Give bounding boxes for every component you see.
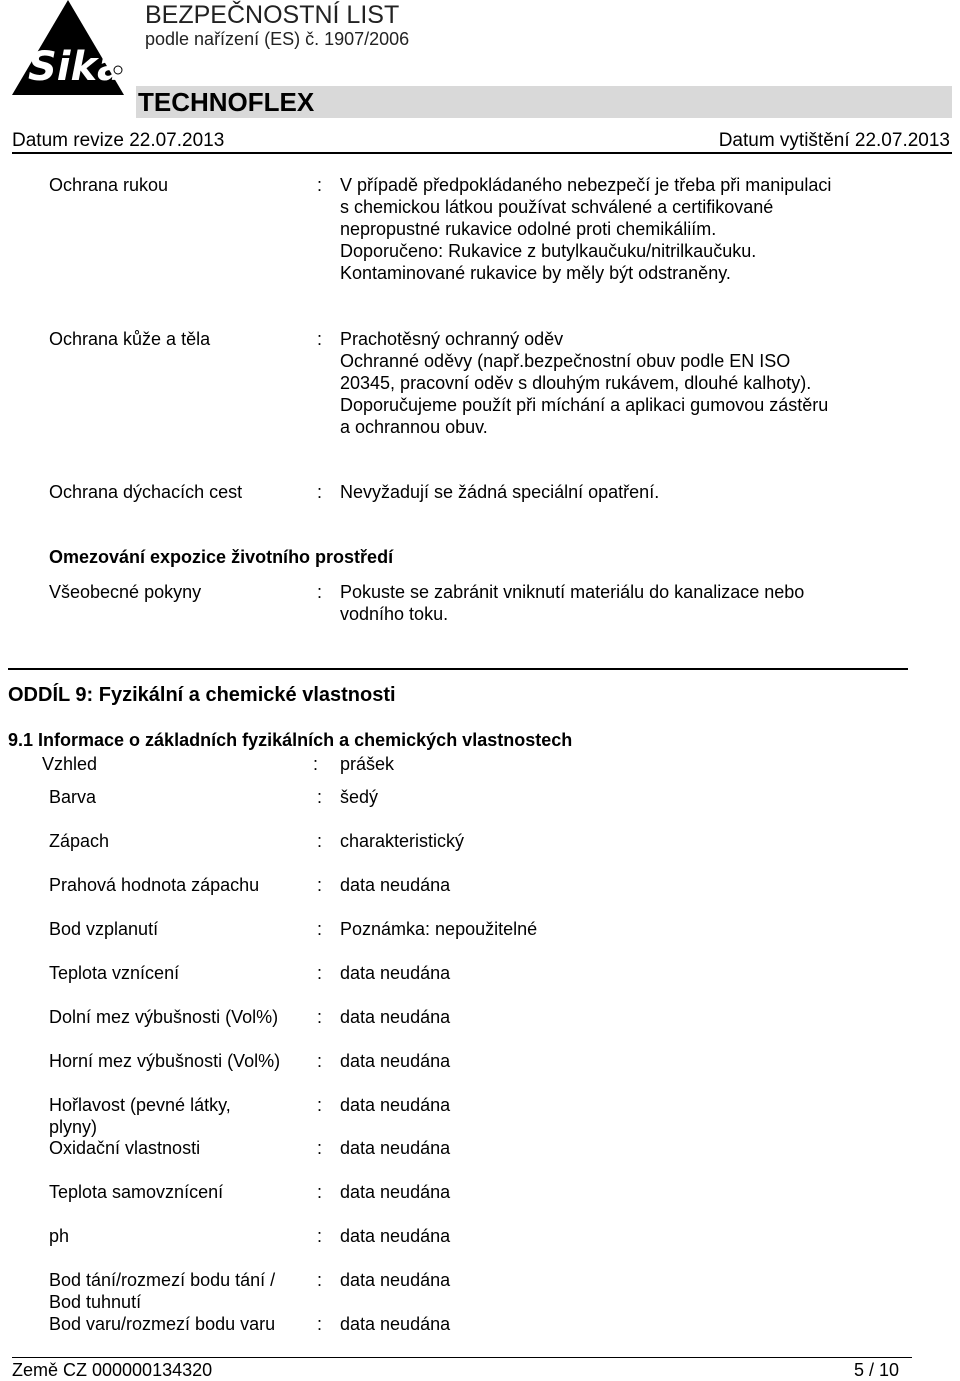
colon: : [317, 1182, 323, 1202]
property-label: Teplota vznícení [49, 963, 180, 983]
colon: : [317, 831, 323, 851]
value-line: V případě předpokládaného nebezpečí je třeba při manipulaci [340, 175, 832, 195]
property-label: Dolní mez výbušnosti (Vol%) [49, 1007, 279, 1027]
sika-logo [12, 0, 124, 96]
value-line: Doporučeno: Rukavice z butylkaučuku/nitrilkaučuku. [340, 241, 757, 261]
colon: : [317, 1007, 323, 1027]
value-line: a ochrannou obuv. [340, 417, 488, 437]
property-value: Poznámka: nepoužitelné [340, 919, 538, 939]
colon: : [317, 963, 323, 983]
property-label: Teplota samovznícení [49, 1182, 224, 1202]
property-value [340, 481, 900, 503]
svg-text:Sika: Sika [28, 44, 124, 90]
property-value: data neudána [340, 1182, 451, 1202]
property-value [340, 581, 900, 625]
property-value: prášek [340, 754, 395, 774]
footer-divider [12, 1357, 912, 1358]
property-value: data neudána [340, 1314, 451, 1334]
value-line: Nevyžadují se žádná speciální opatření. [340, 482, 660, 502]
colon: : [317, 787, 323, 807]
property-label: Zápach [49, 831, 110, 851]
property-value: data neudána [340, 1138, 451, 1158]
property-label: Bod varu/rozmezí bodu varu [49, 1314, 276, 1334]
property-label: Ochrana kůže a těla [49, 329, 211, 349]
colon: : [317, 329, 323, 349]
property-label: ph [49, 1226, 70, 1246]
property-value: data neudána [340, 875, 451, 895]
value-line: s chemickou látkou používat schválené a certifikované [340, 197, 774, 217]
value-line: 20345, pracovní oděv s dlouhým rukávem, dlouhé kalhoty). [340, 373, 812, 393]
property-value: data neudána [340, 1007, 451, 1027]
colon: : [317, 482, 323, 502]
colon: : [317, 875, 323, 895]
property-label: Ochrana dýchacích cest [49, 482, 243, 502]
property-value: šedý [340, 787, 379, 807]
colon: : [317, 175, 323, 195]
colon: : [313, 754, 319, 774]
value-line: Ochranné oděvy (např.bezpečnostní obuv podle EN ISO [340, 351, 791, 371]
property-label: Hořlavost (pevné látky, plyny) [49, 1095, 231, 1137]
value-line: Kontaminované rukavice by měly být odstraněny. [340, 263, 731, 283]
property-value: data neudána [340, 1095, 451, 1115]
property-value [340, 328, 900, 438]
property-value: data neudána [340, 1051, 451, 1071]
property-label: Oxidační vlastnosti [49, 1138, 201, 1158]
property-label: Bod vzplanutí [49, 919, 159, 939]
property-label: Prahová hodnota zápachu [49, 875, 260, 895]
property-label: Vzhled [42, 754, 98, 774]
footer-country-code: Země CZ 000000134320 [12, 1360, 213, 1380]
property-value: data neudána [340, 1226, 451, 1246]
colon: : [317, 1138, 323, 1158]
property-value: data neudána [340, 963, 451, 983]
value-line: Pokuste se zabránit vniknutí materiálu do kanalizace nebo [340, 582, 805, 602]
property-value: data neudána [340, 1270, 451, 1290]
property-label: Bod tání/rozmezí bodu tání / Bod tuhnutí [49, 1270, 276, 1312]
document-title: BEZPEČNOSTNÍ LIST [145, 1, 400, 29]
section-9-heading: ODDÍL 9: Fyzikální a chemické vlastnosti [8, 684, 396, 706]
property-label: Barva [49, 787, 97, 807]
property-value [340, 174, 900, 284]
colon: : [317, 582, 323, 602]
value-line: nepropustné rukavice odolné proti chemikáliím. [340, 219, 717, 239]
colon: : [317, 1314, 323, 1334]
sika-logo-icon [12, 0, 124, 96]
colon: : [317, 919, 323, 939]
section-9-1-heading: 9.1 Informace o základních fyzikálních a chemických vlastnostech [8, 730, 573, 750]
product-name: TECHNOFLEX [138, 87, 315, 117]
colon: : [317, 1095, 323, 1115]
print-date: Datum vytištění 22.07.2013 [718, 130, 950, 151]
colon: : [317, 1226, 323, 1246]
property-value: charakteristický [340, 831, 465, 851]
property-label: Horní mez výbušnosti (Vol%) [49, 1051, 281, 1071]
property-label: Ochrana rukou [49, 175, 169, 195]
page-number: 5 / 10 [854, 1360, 900, 1380]
value-line: Prachotěsný ochranný oděv [340, 329, 564, 349]
colon: : [317, 1051, 323, 1071]
property-label: Všeobecné pokyny [49, 582, 202, 602]
environment-heading: Omezování expozice životního prostředí [49, 547, 394, 567]
section-divider [8, 668, 908, 670]
revision-date: Datum revize 22.07.2013 [12, 130, 225, 151]
header-divider [12, 152, 952, 154]
value-line: Doporučujeme použít při míchání a aplikaci gumovou zástěru [340, 395, 829, 415]
colon: : [317, 1270, 323, 1290]
regulation-text: podle nařízení (ES) č. 1907/2006 [145, 29, 410, 49]
value-line: vodního toku. [340, 604, 449, 624]
